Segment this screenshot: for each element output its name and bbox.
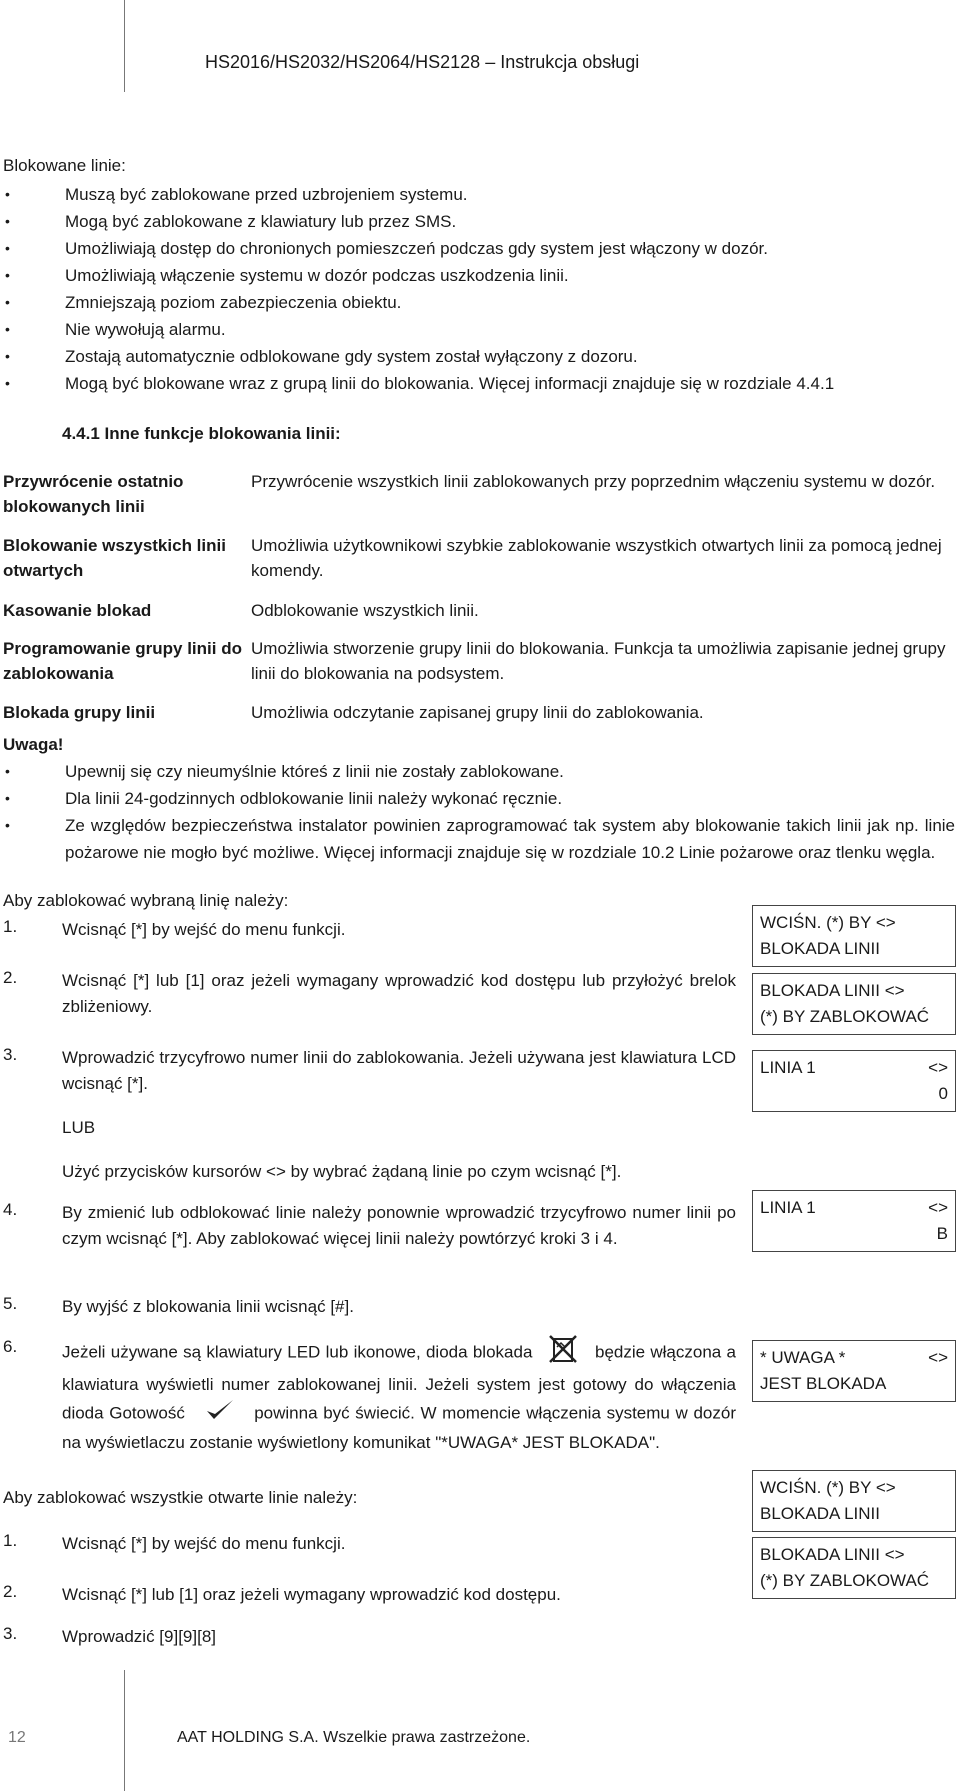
step-text: By zmienić lub odblokować linie należy ponownie wprowadzić trzycyfrowo numer linii po czym wcisnąć [*]. Aby zablokować więcej linii należy powtórzyć kroki 3 i 4. [62, 1203, 736, 1248]
step6-text-a: Jeżeli używane są klawiatury LED lub ikonowe, dioda blokada [62, 1342, 533, 1362]
lcd-display [752, 973, 956, 1035]
lcd-line1-right: <> [928, 1348, 948, 1367]
step-text: Wprowadzić [9][9][8] [62, 1627, 217, 1646]
list-item: • Muszą być zablokowane przed uzbrojeniem systemu. [3, 181, 960, 208]
step-number: 2. [3, 968, 18, 987]
procedure-intro: Aby zablokować wszystkie otwarte linie należy: [3, 1488, 358, 1507]
lcd-line1: BLOKADA LINII <> [760, 1545, 905, 1564]
footer-divider [124, 1670, 125, 1791]
step6-text-b: będzie włączona a klawiatura wyświetli numer zablokowanej linii. Jeżeli system jest gotowy do włączenia dioda Gotowość [62, 1342, 736, 1423]
list-item: • Zostają automatycznie odblokowane gdy system został wyłączony z dozoru. [3, 343, 960, 370]
step-text: Wcisnąć [*] by wejść do menu funkcji. [62, 920, 346, 939]
step6-text-c: powinna być świecić. W momencie włączenia systemu w dozór na wyświetlaczu zostanie wyświetlony komunikat "*UWAGA* JEST BLOKADA". [62, 1403, 736, 1452]
lcd-line2: BLOKADA LINII [760, 939, 880, 958]
lcd-line1: LINIA 1 [760, 1198, 816, 1217]
lcd-display [752, 1190, 956, 1252]
step-text: Wcisnąć [*] lub [1] oraz jeżeli wymagany wprowadzić kod dostępu lub przyłożyć brelok zbliżeniowy. [62, 971, 736, 1016]
function-term: Kasowanie blokad [3, 601, 152, 620]
step-text: Wcisnąć [*] by wejść do menu funkcji. [62, 1534, 346, 1553]
function-desc: Odblokowanie wszystkich linii. [251, 601, 479, 620]
section-heading [62, 424, 341, 444]
lcd-display [752, 905, 956, 967]
header-divider [124, 0, 125, 92]
lcd-line2: (*) BY ZABLOKOWAĆ [760, 1007, 930, 1026]
lcd-line1: WCIŚN. (*) BY <> [760, 913, 896, 932]
lcd-line1-right: <> [928, 1058, 948, 1077]
step-number: 1. [3, 1531, 18, 1550]
ready-checkmark-icon [205, 1398, 235, 1430]
step-number: 6. [3, 1337, 18, 1356]
lcd-line2: JEST BLOKADA [760, 1374, 887, 1393]
blocked-lines-list [3, 181, 960, 397]
step-text: Użyć przycisków kursorów <> by wybrać żądaną linie po czym wcisnąć [*]. [62, 1162, 622, 1181]
function-desc: Umożliwia użytkownikowi szybkie zablokowanie wszystkich otwartych linii za pomocą jednej komendy. [251, 536, 942, 580]
function-term: Przywrócenie ostatnio blokowanych linii [3, 472, 184, 516]
list-item: • Dla linii 24-godzinnych odblokowanie linii należy wykonać ręcznie. [3, 785, 955, 812]
step-number: 1. [3, 917, 18, 936]
list-item: • Nie wywołują alarmu. [3, 316, 960, 343]
lcd-display [752, 1340, 956, 1402]
lcd-line1: BLOKADA LINII <> [760, 981, 905, 1000]
list-item: • Mogą być zablokowane z klawiatury lub przez SMS. [3, 208, 960, 235]
function-desc: Umożliwia stworzenie grupy linii do blokowania. Funkcja ta umożliwia zapisanie jednej grupy linii do blokowania na podsystem. [251, 639, 946, 683]
list-item: • Umożliwiają dostęp do chronionych pomieszczeń podczas gdy system jest włączony w dozór. [3, 235, 960, 262]
step-number: 2. [3, 1582, 18, 1601]
step-or: LUB [62, 1118, 96, 1137]
lcd-line2-right: 0 [938, 1084, 948, 1103]
lcd-line2: BLOKADA LINII [760, 1504, 880, 1523]
list-item: • Mogą być blokowane wraz z grupą linii do blokowania. Więcej informacji znajduje się w rozdziale 4.4.1 [3, 370, 960, 397]
step-text: By wyjść z blokowania linii wcisnąć [#]. [62, 1297, 354, 1316]
function-term: Programowanie grupy linii do zablokowania [3, 639, 242, 683]
section-number: 4.4.1 [62, 424, 100, 443]
bypass-led-icon [548, 1334, 580, 1372]
lcd-line2: (*) BY ZABLOKOWAĆ [760, 1571, 930, 1590]
step-number: 3. [3, 1624, 18, 1643]
function-desc: Przywrócenie wszystkich linii zablokowanych przy poprzednim włączeniu systemu w dozór. [251, 472, 936, 491]
footer-copyright: AAT HOLDING S.A. Wszelkie prawa zastrzeżone. [177, 1729, 531, 1746]
lcd-line1: WCIŚN. (*) BY <> [760, 1478, 896, 1497]
lcd-display [752, 1050, 956, 1112]
lcd-display [752, 1470, 956, 1532]
step-text-6 [62, 1334, 736, 1456]
function-term: Blokowanie wszystkich linii otwartych [3, 536, 226, 580]
step-number: 3. [3, 1045, 18, 1064]
procedure-intro: Aby zablokować wybraną linię należy: [3, 891, 289, 910]
list-item: • Upewnij się czy nieumyślnie któreś z linii nie zostały zablokowane. [3, 758, 955, 785]
warning-list [3, 758, 955, 866]
step-number: 4. [3, 1200, 18, 1219]
lcd-line2-right: B [936, 1224, 948, 1243]
step-number: 5. [3, 1294, 18, 1313]
section-title: Inne funkcje blokowania linii: [104, 424, 341, 443]
list-item: • Ze względów bezpieczeństwa instalator powinien zaprogramować tak system aby blokowanie takich linii jak np. linie pożarowe nie mogło być możliwe. Więcej informacji znajduje się w rozdziale 10.2 Linie pożarowe oraz tlenku węgla. [3, 812, 955, 866]
function-desc: Umożliwia odczytanie zapisanej grupy linii do zablokowania. [251, 703, 704, 722]
blocked-lines-label: Blokowane linie: [3, 156, 126, 175]
list-item: • Umożliwiają włączenie systemu w dozór podczas uszkodzenia linii. [3, 262, 960, 289]
step-text: Wprowadzić trzycyfrowo numer linii do zablokowania. Jeżeli używana jest klawiatura LCD wcisnąć [*]. [62, 1048, 736, 1093]
lcd-line1-right: <> [928, 1198, 948, 1217]
page-number: 12 [8, 1729, 26, 1746]
lcd-line1: * UWAGA * [760, 1348, 846, 1367]
function-term: Blokada grupy linii [3, 703, 156, 722]
page-header-title: HS2016/HS2032/HS2064/HS2128 – Instrukcja obsługi [205, 52, 640, 72]
lcd-display [752, 1537, 956, 1599]
lcd-line1: LINIA 1 [760, 1058, 816, 1077]
list-item: • Zmniejszają poziom zabezpieczenia obiektu. [3, 289, 960, 316]
warning-label: Uwaga! [3, 735, 64, 754]
step-text: Wcisnąć [*] lub [1] oraz jeżeli wymagany wprowadzić kod dostępu. [62, 1585, 561, 1604]
